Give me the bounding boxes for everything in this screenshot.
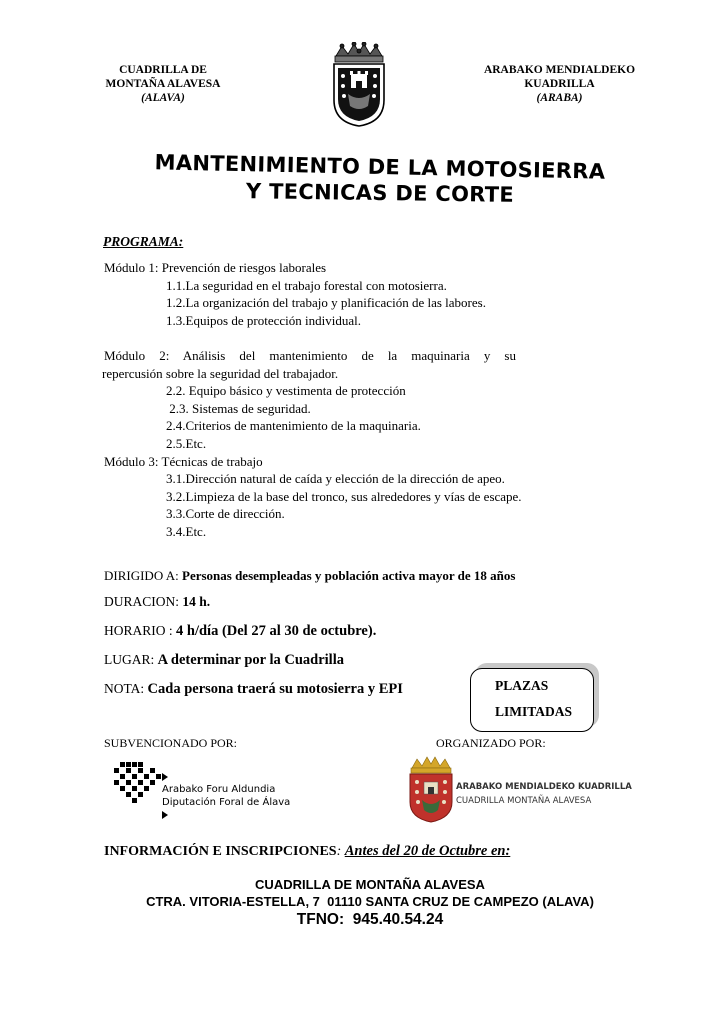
list-item: 3.2.Limpieza de la base del tronco, sus alrededores y vías de escape. — [166, 488, 522, 504]
list-item: 3.4.Etc. — [166, 523, 207, 539]
title-line2: Y TECNICAS DE CORTE — [245, 179, 515, 207]
list-item: 2.2. Equipo básico y vestimenta de protección — [166, 383, 406, 399]
coat-of-arms-icon — [328, 42, 390, 128]
module-2-title: Módulo 2: Análisis del mantenimiento de la maquinaria y su — [104, 347, 516, 363]
triangle-bullet-icon — [162, 773, 168, 781]
organizado-label: ORGANIZADO POR: — [436, 736, 546, 750]
module-3-title: Módulo 3: Técnicas de trabajo — [104, 453, 263, 469]
horario-row — [104, 623, 376, 640]
plazas-limitadas-box — [470, 668, 594, 732]
list-item: 2.4.Criterios de mantenimiento de la maquinaria. — [166, 418, 421, 434]
list-item: 1.3.Equipos de protección individual. — [166, 312, 361, 328]
afa-logo-text — [162, 783, 290, 809]
header-right-line1: ARABAKO MENDIALDEKO — [483, 64, 636, 76]
list-item: 3.3.Corte de dirección. — [166, 506, 285, 522]
cuadrilla-crest-icon — [406, 756, 456, 824]
nota-row — [104, 681, 403, 698]
header-right-line3: (ARABA) — [536, 92, 583, 104]
header-left — [88, 63, 238, 105]
inscripciones-value: Antes del 20 de Octubre en: — [344, 843, 511, 859]
cuadrilla-logo-text — [456, 780, 632, 808]
afa-line2: Diputación Foral de Álava — [162, 797, 291, 808]
cuadrilla-line2: CUADRILLA MONTAÑA ALAVESA — [456, 796, 592, 806]
list-item: 2.3. Sistemas de seguridad. — [166, 400, 311, 416]
duracion-label: DURACION: — [104, 594, 183, 609]
nota-value: Cada persona traerá su motosierra y EPI — [147, 681, 403, 697]
contact-block — [80, 876, 660, 930]
module-1-title: Módulo 1: Prevención de riesgos laborales — [104, 260, 327, 275]
inscripciones-colon: : — [336, 844, 345, 859]
list-item: 1.2.La organización del trabajo y planificación de las labores. — [166, 295, 486, 311]
horario-label: HORARIO : — [104, 623, 177, 638]
diputacion-foral-logo-icon — [112, 760, 162, 806]
contact-line2: CTRA. VITORIA-ESTELLA, 7 01110 SANTA CRUZ DE CAMPEZO (ALAVA) — [146, 894, 594, 909]
program-list — [104, 259, 574, 541]
cuadrilla-line1: ARABAKO MENDIALDEKO KUADRILLA — [456, 782, 632, 792]
triangle-bullet-icon — [162, 811, 168, 819]
header-left-line3: (ALAVA) — [141, 92, 185, 104]
header-right — [472, 63, 647, 105]
program-heading: PROGRAMA: — [103, 234, 184, 249]
list-item: 3.1.Dirección natural de caída y elección de la dirección de apeo. — [166, 471, 505, 487]
dirigido-label: DIRIGIDO A: — [104, 568, 182, 583]
inscripciones-label: INFORMACIÓN E INSCRIPCIONES — [104, 844, 337, 859]
duracion-value: 14 h. — [182, 594, 211, 609]
duracion-row — [104, 594, 210, 610]
horario-value: 4 h/día (Del 27 al 30 de octubre). — [176, 623, 377, 639]
contact-line1: CUADRILLA DE MONTAÑA ALAVESA — [255, 877, 485, 892]
list-item: 1.1.La seguridad en el trabajo forestal con motosierra. — [166, 277, 447, 293]
lugar-row — [104, 652, 344, 669]
header-left-line2: MONTAÑA ALAVESA — [105, 78, 221, 90]
lugar-value: A determinar por la Cuadrilla — [157, 652, 344, 668]
spacer — [104, 329, 574, 347]
afa-line1: Arabako Foru Aldundia — [162, 784, 276, 795]
header-left-line1: CUADRILLA DE — [119, 64, 207, 76]
module-2-title-cont: repercusión sobre la seguridad del trabajador. — [102, 365, 339, 381]
nota-label: NOTA: — [104, 681, 148, 696]
subvencionado-label: SUBVENCIONADO POR: — [104, 736, 238, 750]
inscripciones-row — [104, 843, 510, 860]
plazas-line1: PLAZAS — [495, 678, 549, 693]
dirigido-row — [104, 568, 515, 584]
page-title — [80, 150, 680, 207]
header-right-line2: KUADRILLA — [524, 78, 595, 90]
lugar-label: LUGAR: — [104, 652, 158, 667]
contact-phone: TFNO: 945.40.54.24 — [296, 911, 444, 928]
list-item: 2.5.Etc. — [166, 435, 207, 451]
dirigido-value: Personas desempleadas y población activa mayor de 18 años — [182, 568, 516, 583]
plazas-line2: LIMITADAS — [495, 704, 573, 719]
title-line1: MANTENIMIENTO DE LA MOTOSIERRA — [154, 150, 606, 184]
